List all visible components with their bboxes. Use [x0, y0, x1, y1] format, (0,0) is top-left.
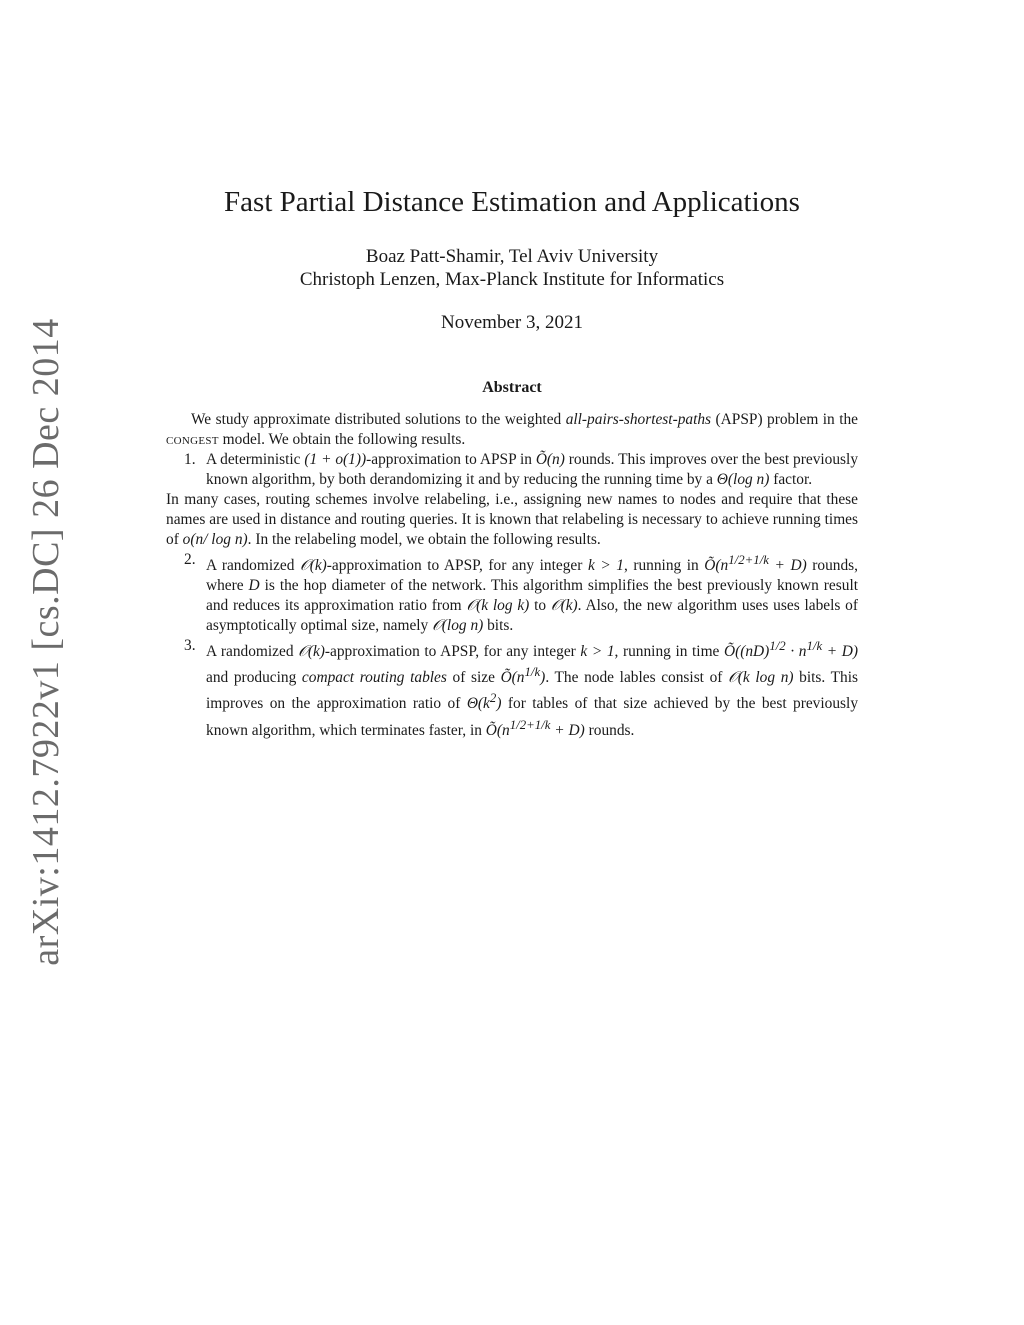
- result-item-2: 2. A randomized 𝒪(k)-approximation to APSP, for any integer k > 1, running in $Õ(n^{1/2+1/k} + D)$ rounds, where D is the hop diameter of the network. This algorithm simplifies the best previously known result and reduces its approximation ratio from 𝒪(k log k) to 𝒪(k). Also, the new algorithm uses uses labels of asymptotically optimal size, namely 𝒪(log n) bits.: [184, 551, 858, 635]
- author-line-1: Boaz Patt-Shamir, Tel Aviv University: [365, 246, 659, 267]
- abstract-heading: Abstract: [482, 379, 542, 396]
- abstract-body: [166, 410, 858, 741]
- author-line-2: Christoph Lenzen, Max-Planck Institute for Informatics: [299, 269, 725, 290]
- paper-title: Fast Partial Distance Estimation and Applications: [224, 186, 800, 218]
- arxiv-identifier: arXiv:1412.7922v1 [cs.DC] 26 Dec 2014: [25, 318, 68, 966]
- abstract-intro: We study approximate distributed solutions to the weighted all-pairs-shortest-paths (APSP) problem in the congest model. We obtain the following results.: [166, 411, 859, 448]
- paper-date: November 3, 2021: [441, 312, 583, 333]
- abstract-middle: In many cases, routing schemes involve relabeling, i.e., assigning new names to nodes and require that these names are used in distance and routing queries. It is known that relabeling is necessary to achieve running times of o(n/ log n). In the relabeling model, we obtain the following results.: [166, 491, 858, 548]
- result-item-3: 3. A randomized 𝒪(k)-approximation to APSP, for any integer k > 1, running in time Õ((nD)$^{1/2}$ · $n^{1/k} + D$) and producing compact routing tables of size $Õ(n^{1/k})$. The node lables consist of 𝒪(k log n) bits. This improves on the approximation ratio of $\Theta(k^2)$ for tables of that size achieved by the best previously known algorithm, which terminates faster, in $Õ(n^{1/2+1/k} + D)$ rounds.: [184, 637, 859, 739]
- result-item-1: 1. A deterministic (1 + o(1))-approximation to APSP in Õ(n) rounds. This improves over the best previously known algorithm, by both derandomizing it and by reducing the running time by a Θ(log n) factor.: [184, 451, 859, 488]
- arxiv-side-stamp: [20, 318, 72, 966]
